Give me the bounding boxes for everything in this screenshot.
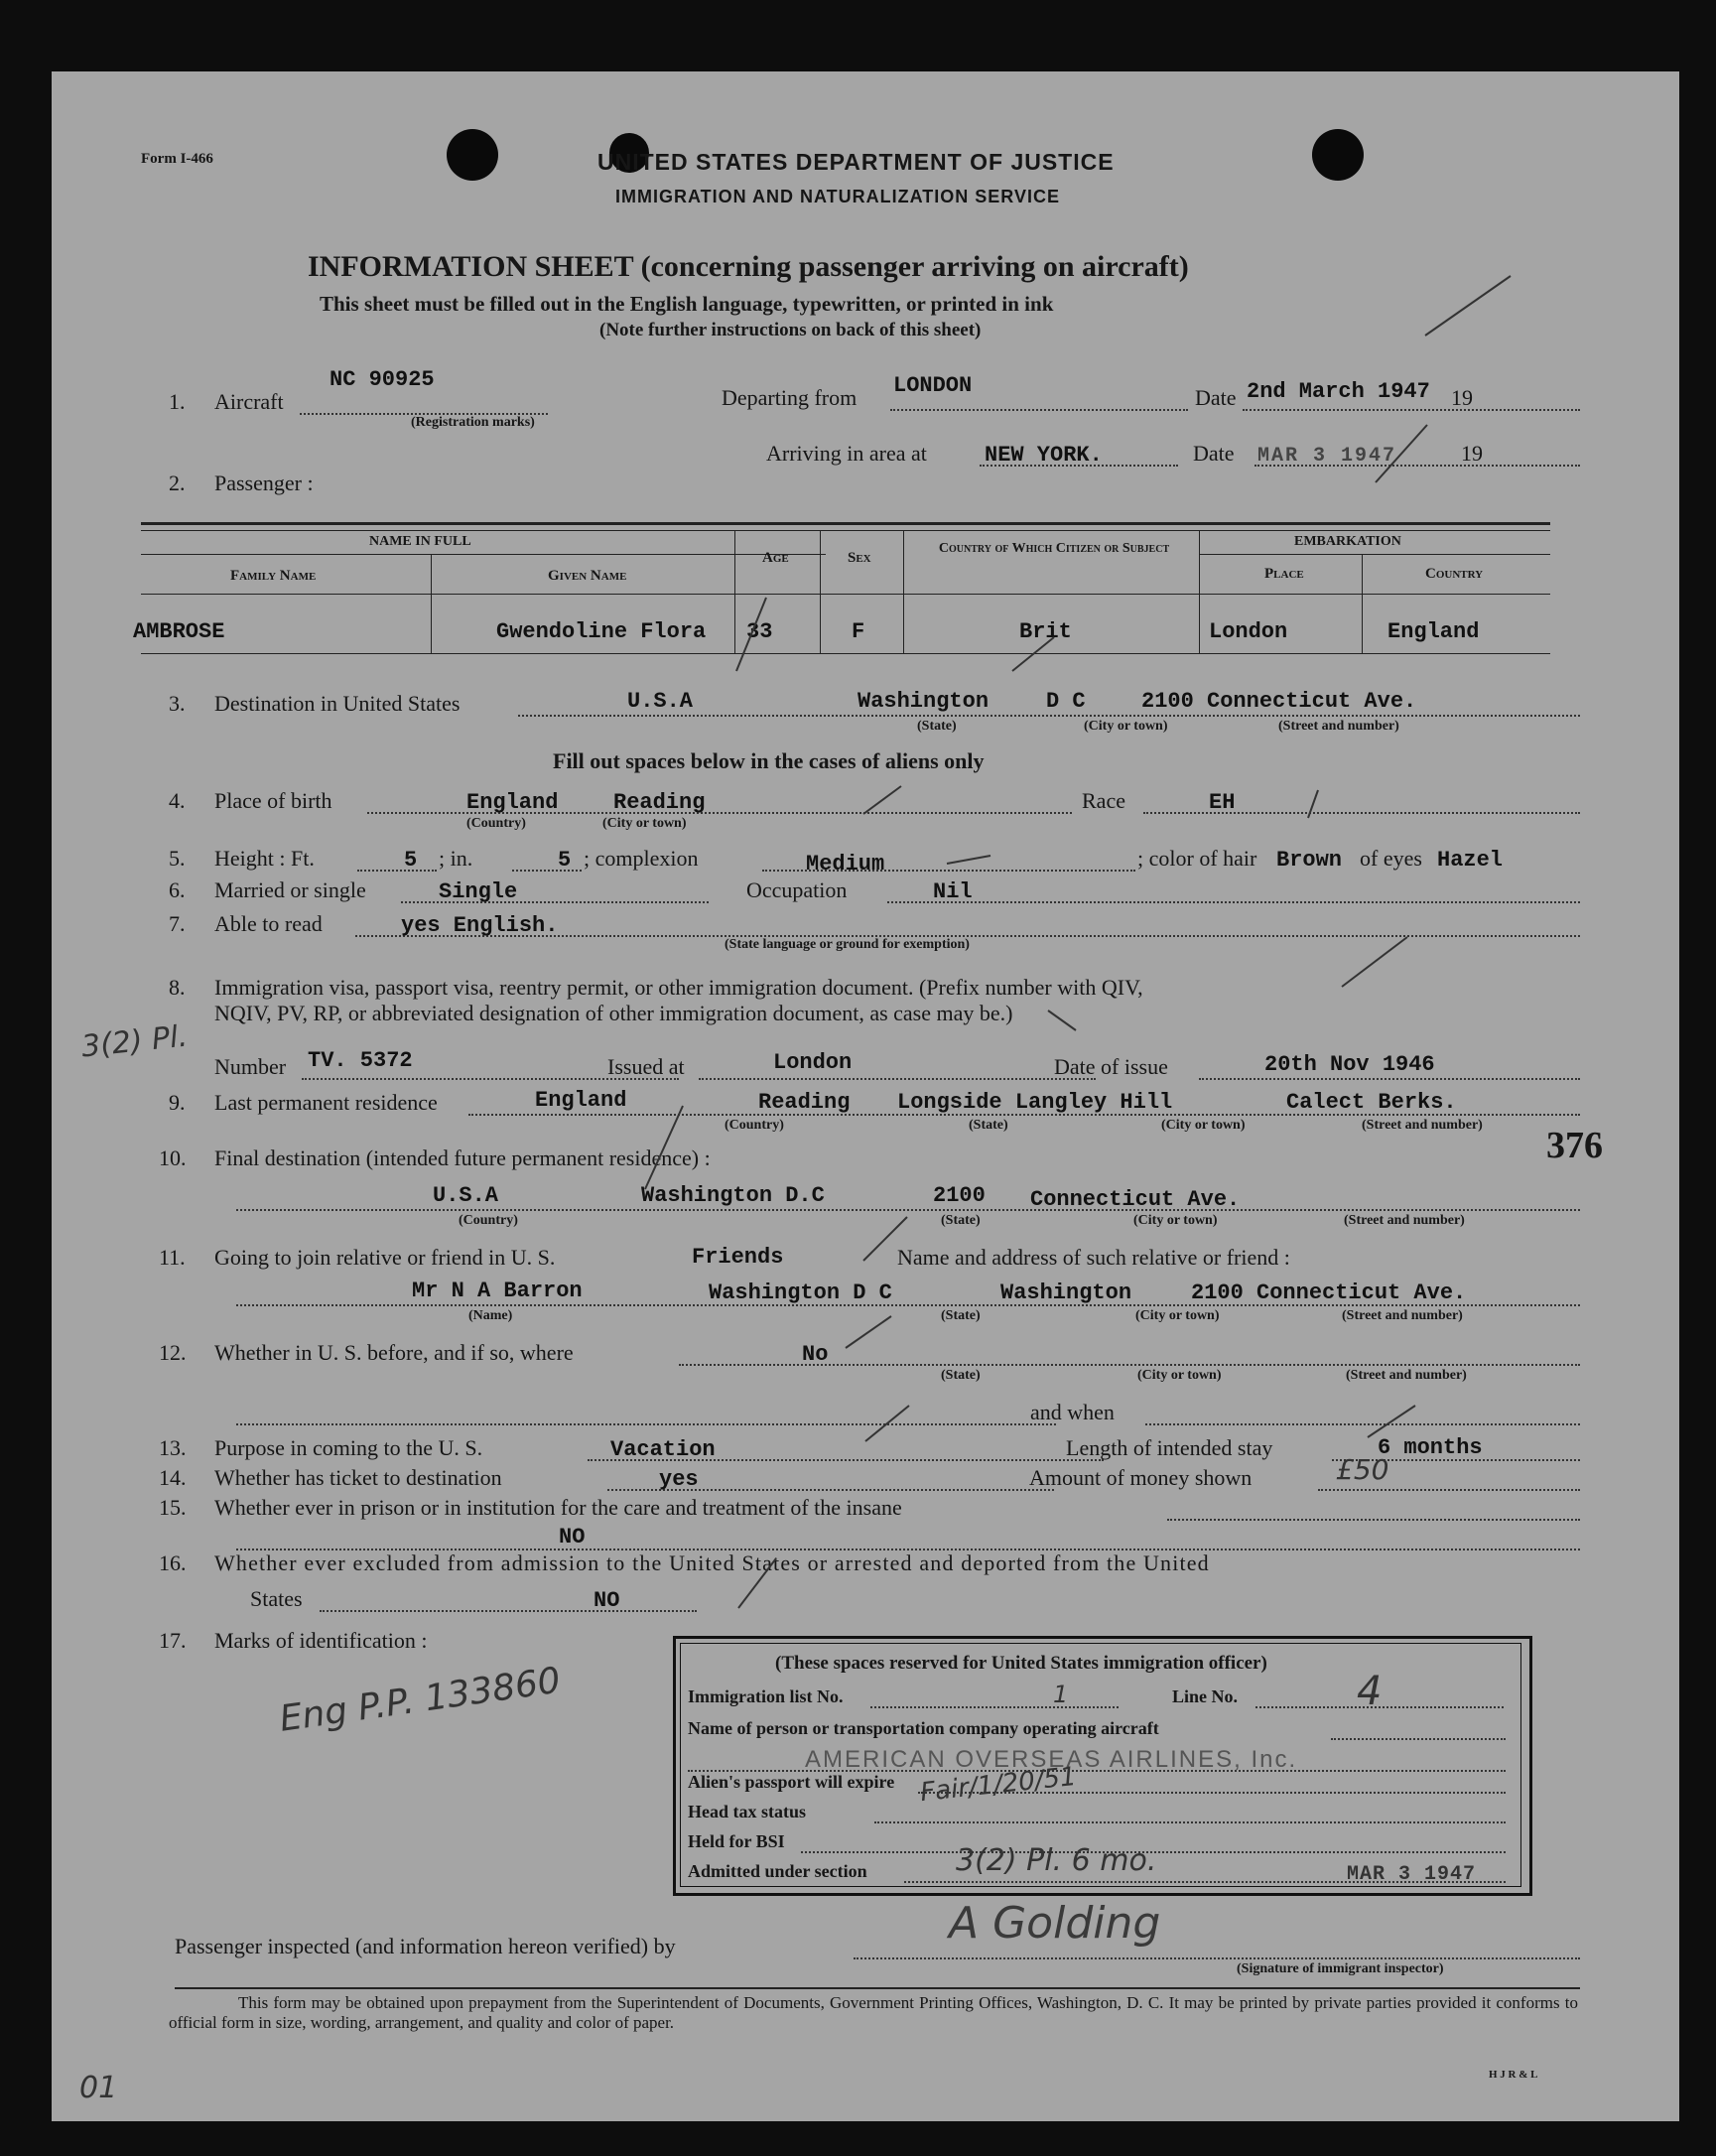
before-value: No (802, 1342, 829, 1367)
date2-label: Date (1193, 441, 1235, 466)
item-number: 8. (169, 975, 186, 1000)
caption-street: (Street and number) (1344, 1213, 1465, 1228)
check-mark (1368, 1406, 1415, 1437)
destination-label: Destination in United States (214, 691, 461, 716)
residence-state: Reading (758, 1090, 851, 1115)
marks-value: Eng P.P. 133860 (277, 1660, 564, 1740)
arriving-value: NEW YORK. (985, 443, 1103, 468)
caption-city: (City or town) (1084, 719, 1168, 734)
table-header-age: Age (762, 550, 789, 566)
departing-value: LONDON (893, 373, 973, 398)
height-inches: 5 (558, 848, 572, 873)
section-value: 3(2) Pl. 6 mo. (956, 1843, 1157, 1878)
check-mark (1425, 276, 1511, 336)
birth-country: England (466, 790, 559, 815)
check-marks-overlay (52, 71, 1679, 2121)
married-label: Married or single (214, 877, 366, 902)
occupation-value: Nil (933, 879, 973, 904)
stay-label: Length of intended stay (1066, 1435, 1273, 1460)
passport-expire-label: Alien's passport will expire (688, 1772, 895, 1792)
caption-street: (Street and number) (1342, 1308, 1463, 1323)
issue-date-label: Date of issue (1054, 1054, 1168, 1079)
check-mark (947, 856, 990, 864)
item-number: 13. (159, 1435, 187, 1460)
check-mark (863, 786, 901, 814)
issued-value: London (773, 1050, 853, 1075)
document-number: TV. 5372 (308, 1048, 413, 1073)
destination-street: 2100 Connecticut Ave. (1141, 689, 1417, 714)
held-bsi-label: Held for BSI (688, 1831, 785, 1851)
join-name: Mr N A Barron (412, 1279, 583, 1303)
printer-mark: H J R & L (1489, 2069, 1538, 2081)
table-header-given: Given Name (548, 568, 627, 584)
join-state: Washington D C (709, 1280, 892, 1305)
check-mark (645, 1106, 683, 1189)
final-country: U.S.A (433, 1183, 499, 1208)
admission-stamp-date: MAR 3 1947 (1347, 1863, 1477, 1886)
operator-label: Name of person or transportation company operating aircraft (688, 1718, 1159, 1738)
caption-name: (Name) (468, 1308, 513, 1323)
prison-value: NO (559, 1525, 586, 1550)
passenger-label: Passenger : (214, 471, 314, 495)
instructions-note: (Note further instructions on back of this sheet) (599, 320, 982, 340)
item-number: 4. (169, 788, 186, 813)
item-number: 10. (159, 1145, 187, 1170)
item-number: 16. (159, 1550, 187, 1575)
line-no-label: Line No. (1172, 1686, 1239, 1706)
instructions-line: This sheet must be filled out in the English language, typewritten, or printed in ink (320, 292, 1054, 316)
form-sheet (52, 71, 1679, 2121)
number-label: Number (214, 1054, 287, 1079)
item-number: 15. (159, 1495, 187, 1520)
and-when-label: and when (1030, 1400, 1115, 1424)
caption-city: (City or town) (1135, 1308, 1220, 1323)
aircraft-label: Aircraft (214, 389, 284, 414)
embarkation-place: London (1209, 619, 1288, 644)
form-number: Form I-466 (141, 151, 213, 167)
check-mark (1308, 790, 1318, 818)
inspector-signature: A Golding (949, 1898, 1161, 1949)
side-number: 376 (1546, 1125, 1603, 1166)
item-number: 12. (159, 1340, 187, 1365)
date2-stamp: MAR 3 1947 (1257, 445, 1397, 468)
height-feet: 5 (404, 848, 418, 873)
corner-mark: 01 (79, 2071, 118, 2105)
destination-country: U.S.A (627, 689, 694, 714)
check-mark (1048, 1011, 1076, 1030)
married-value: Single (439, 879, 518, 904)
money-label: Amount of money shown (1029, 1465, 1253, 1490)
operator-stamp: AMERICAN OVERSEAS AIRLINES, Inc. (805, 1746, 1298, 1773)
passenger-sex: F (852, 619, 865, 644)
check-mark (863, 1217, 907, 1261)
final-city: 2100 (933, 1183, 986, 1208)
item-number: 11. (159, 1245, 186, 1270)
purpose-label: Purpose in coming to the U. S. (214, 1435, 483, 1460)
check-mark (736, 598, 766, 671)
passenger-given-name: Gwendoline Flora (496, 619, 707, 644)
passenger-citizen: Brit (1019, 619, 1072, 644)
officer-box-title: (These spaces reserved for United States immigration officer) (775, 1653, 1267, 1674)
table-header-name-in-full: NAME IN FULL (369, 534, 471, 549)
visa-text-line1: Immigration visa, passport visa, reentry permit, or other immigration document. (Prefix number with QIV, (214, 975, 1143, 1000)
caption-country: (Country) (459, 1213, 518, 1228)
list-no-label: Immigration list No. (688, 1686, 844, 1706)
complexion-label: ; complexion (584, 846, 699, 871)
service-heading: IMMIGRATION AND NATURALIZATION SERVICE (615, 187, 1060, 206)
departing-label: Departing from (722, 385, 858, 410)
excluded-value: NO (594, 1588, 620, 1613)
destination-state: Washington (858, 689, 990, 714)
residence-label: Last permanent residence (214, 1090, 438, 1115)
join-label: Going to join relative or friend in U. S. (214, 1245, 556, 1270)
caption-country: (Country) (725, 1118, 784, 1133)
check-mark (865, 1406, 909, 1441)
join-street: 2100 Connecticut Ave. (1191, 1280, 1467, 1305)
read-caption: (State language or ground for exemption) (725, 937, 970, 952)
item-number: 3. (169, 691, 186, 716)
inspected-label: Passenger inspected (and information hereon verified) by (175, 1934, 676, 1958)
join-value: Friends (692, 1245, 784, 1270)
section-label: Admitted under section (688, 1861, 867, 1881)
visa-text-line2: NQIV, PV, RP, or abbreviated designation of other immigration document, as case may be.) (214, 1001, 1013, 1025)
final-state: Washington D.C (641, 1183, 825, 1208)
head-tax-label: Head tax status (688, 1802, 807, 1821)
registration-caption: (Registration marks) (411, 415, 535, 430)
date-label: Date (1195, 385, 1237, 410)
item-number: 2. (169, 471, 186, 495)
check-mark (846, 1316, 891, 1348)
item-number: 1. (169, 389, 186, 414)
signature-caption: (Signature of immigrant inspector) (1237, 1961, 1444, 1976)
complexion-value: Medium (806, 852, 885, 876)
read-label: Able to read (214, 911, 323, 936)
stay-value: 6 months (1378, 1435, 1483, 1460)
table-header-sex: Sex (848, 550, 871, 566)
margin-handwritten-note: 3(2) Pl. (79, 1018, 190, 1065)
caption-city: (City or town) (1137, 1368, 1222, 1383)
issue-date-value: 20th Nov 1946 (1264, 1052, 1435, 1077)
eyes-label: of eyes (1360, 846, 1422, 871)
residence-street: Calect Berks. (1286, 1090, 1457, 1115)
table-header-embarkation: EMBARKATION (1294, 534, 1401, 549)
caption-state: (State) (941, 1308, 981, 1323)
aircraft-value: NC 90925 (330, 367, 435, 392)
date-value: 2nd March 1947 (1247, 379, 1430, 404)
caption-state: (State) (941, 1368, 981, 1383)
table-header-country: Country (1425, 566, 1484, 582)
excluded-label: Whether ever excluded from admission to the United States or arrested and deported from the United (214, 1550, 1210, 1575)
table-header-place: Place (1264, 566, 1304, 582)
arriving-label: Arriving in area at (766, 441, 927, 466)
race-value: EH (1209, 790, 1236, 815)
race-label: Race (1082, 788, 1125, 813)
passport-expire-value: Fair/1/20/51 (918, 1761, 1078, 1809)
residence-city: Longside Langley Hill (897, 1090, 1173, 1115)
footer-notice: This form may be obtained upon prepayment from the Superintendent of Documents, Government Printing Offices, Washington, D. C. It may be printed by private parties provided it conforms to official form in size, wording, arrangement, and quality and color of paper. (169, 1993, 1578, 2032)
issued-label: Issued at (607, 1054, 685, 1079)
final-destination-label: Final destination (intended future permanent residence) : (214, 1145, 711, 1170)
final-street: Connecticut Ave. (1030, 1187, 1241, 1212)
table-header-family: Family Name (230, 568, 317, 584)
item-number: 5. (169, 846, 186, 871)
birth-label: Place of birth (214, 788, 332, 813)
ticket-label: Whether has ticket to destination (214, 1465, 502, 1490)
item-number: 7. (169, 911, 186, 936)
list-no-value: 1 (1053, 1681, 1069, 1708)
item-number: 14. (159, 1465, 187, 1490)
check-mark (1012, 637, 1054, 671)
occupation-label: Occupation (746, 877, 848, 902)
check-mark (738, 1558, 776, 1608)
aliens-only-heading: Fill out spaces below in the cases of aliens only (553, 748, 985, 773)
check-mark (1376, 425, 1427, 482)
passenger-family-name: AMBROSE (133, 619, 225, 644)
check-mark (1342, 937, 1407, 987)
caption-state: (State) (917, 719, 957, 734)
height-label: Height : Ft. (214, 846, 315, 871)
hair-value: Brown (1276, 848, 1343, 873)
residence-country: England (535, 1088, 627, 1113)
hair-label: ; color of hair (1137, 846, 1257, 871)
caption-country: (Country) (466, 816, 526, 831)
caption-street: (Street and number) (1362, 1118, 1483, 1133)
height-in-label: ; in. (439, 846, 473, 871)
page-title: INFORMATION SHEET (concerning passenger arriving on aircraft) (308, 250, 1189, 283)
excluded-label-2: States (250, 1586, 303, 1611)
birth-city: Reading (613, 790, 706, 815)
ticket-value: yes (659, 1467, 699, 1492)
join-name-label: Name and address of such relative or friend : (897, 1245, 1290, 1270)
caption-street: (Street and number) (1346, 1368, 1467, 1383)
caption-state: (State) (941, 1213, 981, 1228)
date2-suffix: 19 (1461, 441, 1483, 466)
date-suffix: 19 (1451, 385, 1473, 410)
join-city: Washington (1000, 1280, 1132, 1305)
destination-city: D C (1046, 689, 1086, 714)
table-header-citizen: Country of Which Citizen or Subject (938, 541, 1170, 556)
caption-city: (City or town) (602, 816, 687, 831)
eyes-value: Hazel (1437, 848, 1504, 873)
caption-city: (City or town) (1133, 1213, 1218, 1228)
item-number: 17. (159, 1628, 187, 1653)
embarkation-country: England (1387, 619, 1480, 644)
caption-city: (City or town) (1161, 1118, 1246, 1133)
caption-state: (State) (969, 1118, 1008, 1133)
prison-label: Whether ever in prison or in institution for the care and treatment of the insane (214, 1495, 902, 1520)
passenger-age: 33 (746, 619, 773, 644)
line-no-value: 4 (1357, 1669, 1383, 1714)
before-label: Whether in U. S. before, and if so, where (214, 1340, 574, 1365)
item-number: 6. (169, 877, 186, 902)
money-value: £50 (1336, 1453, 1389, 1486)
item-number: 9. (169, 1090, 186, 1115)
purpose-value: Vacation (610, 1437, 716, 1462)
caption-street: (Street and number) (1278, 719, 1399, 734)
marks-label: Marks of identification : (214, 1628, 428, 1653)
read-value: yes English. (401, 913, 559, 938)
dept-heading: UNITED STATES DEPARTMENT OF JUSTICE (597, 149, 1115, 175)
